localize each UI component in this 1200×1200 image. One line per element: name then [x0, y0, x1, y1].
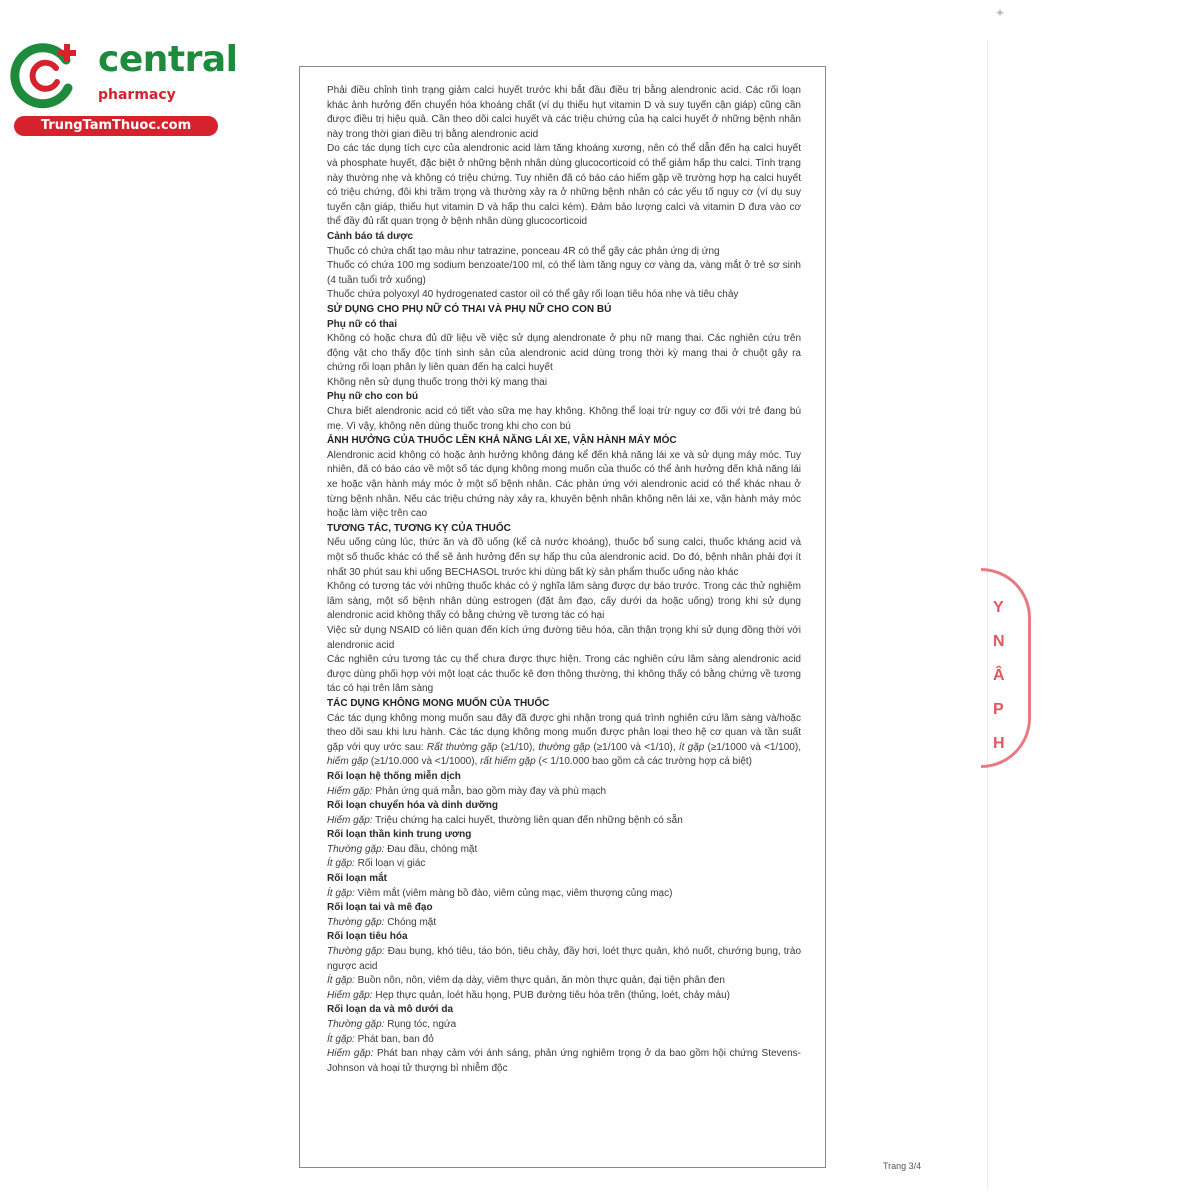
stamp-char: N	[993, 633, 1005, 650]
effect-text: Hẹp thực quản, loét hầu họng, PUB đường tiêu hóa trên (thủng, loét, chảy máu)	[372, 989, 730, 1001]
subheading: Rối loạn tai và mê đạo	[327, 902, 433, 914]
central-pharmacy-logo[interactable]	[10, 38, 238, 138]
paragraph: Không có hoặc chưa đủ dữ liệu về việc sử dụng alendronate ở phụ nữ mang thai. Các nghiên cứu trên động vật cho thấy độc tính sinh sản của alendronic acid dùng trong thời kỳ mang thai ở chuột gây ra chứng rối loạn phân ly liên quan đến hạ calci huyết	[327, 333, 801, 374]
paragraph: Việc sử dụng NSAID có liên quan đến kích ứng đường tiêu hóa, cần thận trọng khi sử dụng đồng thời với alendronic acid	[327, 624, 801, 651]
brand-site-link[interactable]: TrungTamThuoc.com	[14, 116, 218, 136]
adverse-effect-line	[327, 974, 801, 989]
corner-mark: ✦	[995, 6, 1006, 20]
adverse-effect-line	[327, 945, 801, 974]
adverse-effect-line	[327, 1047, 801, 1076]
frequency-term: ít gặp	[678, 741, 705, 753]
adverse-effect-line	[327, 1033, 801, 1048]
subheading: Cảnh báo tá dược	[327, 230, 414, 242]
effect-text: Phát ban, ban đỏ	[354, 1033, 434, 1045]
document-page	[299, 66, 826, 1168]
subheading: Rối loạn chuyển hóa và dinh dưỡng	[327, 800, 499, 812]
effect-text: Rối loạn vị giác	[354, 858, 426, 870]
effect-text: Đau bụng, khó tiêu, táo bón, tiêu chảy, đầy hơi, loét thực quản, khó nuốt, chướng bụng, trào ngược acid	[327, 946, 802, 972]
adverse-effect-line	[327, 887, 801, 902]
paragraph: Thuốc có chứa 100 mg sodium benzoate/100 ml, có thể làm tăng nguy cơ vàng da, vàng mắt ở trẻ sơ sinh (4 tuần tuổi trở xuống)	[327, 260, 801, 286]
subheading: Rối loạn da và mô dưới da	[327, 1004, 454, 1016]
stamp-char: Y	[993, 599, 1004, 616]
frequency-label: Thường gặp:	[327, 1019, 385, 1030]
adverse-effect-line	[327, 857, 801, 872]
effect-text: Phát ban nhạy cảm với ánh sáng, phản ứng nghiêm trọng ở da bao gồm hội chứng Stevens-Johnson và hoại tử thượng bì nhiễm độc	[327, 1048, 801, 1074]
frequency-label: Hiếm gặp:	[327, 1048, 374, 1060]
frequency-label: Ít gặp:	[327, 887, 355, 899]
paragraph: Phải điều chỉnh tình trạng giảm calci huyết trước khi bắt đầu điều trị bằng alendronic acid. Các rối loạn khác ảnh hưởng đến chuyển hóa khoáng chất (ví dụ thiếu hụt vitamin D và suy tuyến cận giáp) cũng cần được điều trị hiệu quả. Cần theo dõi calci huyết và các triệu chứng của hạ calci huyết ở những bệnh nhân này trong thời gian điều trị bằng alendronic acid	[327, 85, 801, 140]
section-heading: TƯƠNG TÁC, TƯƠNG KỴ CỦA THUỐC	[327, 522, 511, 534]
frequency-label: Thường gặp:	[327, 946, 385, 958]
paragraph: Thuốc có chứa chất tạo màu như tatrazine, ponceau 4R có thể gây các phản ứng dị ứng	[327, 245, 720, 257]
section-heading: TÁC DỤNG KHÔNG MONG MUỐN CỦA THUỐC	[327, 697, 550, 709]
effect-text: Đau đầu, chóng mặt	[384, 843, 478, 855]
effect-text: Chóng mặt	[384, 916, 437, 928]
frequency-label: Ít gặp:	[327, 1033, 355, 1045]
stamp-char: P	[993, 701, 1004, 718]
brand-name: central	[98, 39, 238, 80]
text-run: (≥1/100 và <1/10),	[590, 741, 679, 753]
section-heading: ẢNH HƯỞNG CỦA THUỐC LÊN KHẢ NĂNG LÁI XE, VẬN HÀNH MÁY MÓC	[327, 435, 677, 447]
frequency-label: Hiếm gặp:	[327, 989, 373, 1001]
subheading: Rối loạn tiêu hóa	[327, 931, 408, 943]
pharmacy-cross-icon	[10, 38, 82, 110]
adverse-effect-line	[327, 916, 801, 931]
adverse-effect-line	[327, 989, 801, 1004]
paragraph: Nếu uống cùng lúc, thức ăn và đồ uống (kể cả nước khoáng), thuốc bổ sung calci, thuốc kháng acid và một số thuốc khác có thể sẽ ảnh hưởng đến sự hấp thu của alendronic acid. Do đó, bệnh nhân phải đợi ít nhất 30 phút sau khi uống BECHASOL trước khi dùng bất kỳ sản phẩm thuốc uống nào khác	[327, 537, 801, 578]
document-text	[327, 84, 801, 1076]
frequency-label: Thường gặp:	[327, 843, 385, 855]
adverse-effect-line	[327, 1018, 801, 1033]
brand-subtitle: pharmacy	[98, 87, 176, 103]
subheading: Rối loạn thần kinh trung ương	[327, 829, 472, 841]
subheading: Rối loạn mắt	[327, 873, 388, 885]
frequency-label: Thường gặp:	[327, 916, 385, 928]
frequency-label: Ít gặp:	[327, 858, 355, 870]
paragraph: Các nghiên cứu tương tác cụ thể chưa được thực hiện. Trong các nghiên cứu lâm sàng alendronic acid được dùng phối hợp với một loạt các thuốc kê đơn thông thường, thì không thấy có bằng chứng về tương tác có hại trên lâm sàng	[327, 654, 801, 695]
paragraph: Không nên sử dụng thuốc trong thời kỳ mang thai	[327, 376, 548, 388]
text-run: (< 1/10.000 bao gồm cả các trường hợp cá biệt)	[535, 756, 753, 768]
text-run: (≥1/10),	[497, 741, 539, 753]
stamp-char: H	[993, 735, 1005, 752]
adverse-effect-line	[327, 785, 801, 800]
effect-text: Viêm mắt (viêm màng bồ đào, viêm củng mạc, viêm thượng củng mạc)	[354, 887, 673, 899]
frequency-term: hiếm gặp	[327, 756, 369, 768]
stamp-char: Â	[993, 667, 1005, 684]
section-heading: SỬ DỤNG CHO PHỤ NỮ CÓ THAI VÀ PHỤ NỮ CHO CON BÚ	[327, 303, 612, 315]
frequency-term: rất hiếm gặp	[480, 756, 536, 768]
effect-text: Triệu chứng hạ calci huyết, thường liên quan đến những bệnh có sẵn	[372, 814, 683, 826]
adverse-effect-line	[327, 843, 801, 858]
stamp-lettering	[993, 591, 1005, 761]
paragraph: Chưa biết alendronic acid có tiết vào sữa mẹ hay không. Không thể loại trừ nguy cơ đối với trẻ đang bú mẹ. Vì vậy, không nên dùng thuốc trong khi cho con bú	[327, 406, 801, 432]
paragraph: Thuốc chứa polyoxyl 40 hydrogenated castor oil có thể gây rối loạn tiêu hóa nhẹ và tiêu chảy	[327, 289, 739, 301]
frequency-label: Ít gặp:	[327, 975, 355, 987]
text-run: (≥1/1000 và <1/100),	[704, 741, 801, 753]
frequency-label: Hiếm gặp:	[327, 785, 373, 797]
paragraph: Không có tương tác với những thuốc khác có ý nghĩa lâm sàng được dự báo trước. Trong các thử nghiệm lâm sàng, một số bệnh nhân dùng estrogen (đặt âm đạo, cấy dưới da hoặc uống) trong khi sử dụng alendronic acid không thấy có bằng chứng về tương tác có hại	[327, 581, 801, 622]
red-seal-stamp	[981, 568, 1031, 768]
frequency-label: Hiếm gặp:	[327, 814, 373, 826]
effect-text: Buồn nôn, nôn, viêm dạ dày, viêm thực quản, ăn mòn thực quản, đại tiện phân đen	[354, 975, 725, 987]
paragraph: Do các tác dụng tích cực của alendronic acid làm tăng khoáng xương, nên có thể dẫn đến hạ calci huyết và phosphate huyết, đặc biệt ở những bệnh nhân dùng glucocorticoid có thể giảm hấp thu calci. Tình trạng này thường nhẹ và không có triệu chứng. Tuy nhiên đã có báo cáo hiếm gặp về trường hợp hạ calci huyết có triệu chứng, đôi khi trầm trọng và thường xảy ra ở những bệnh nhân có các yếu tố nguy cơ (ví dụ suy tuyến cận giáp, thiếu hụt vitamin D và hấp thu calci kém). Đảm bảo lượng calci và vitamin D đưa vào cơ thể đầy đủ rất quan trọng ở bệnh nhân dùng glucocorticoid	[327, 143, 801, 228]
frequency-convention-paragraph	[327, 712, 801, 770]
subheading: Phụ nữ cho con bú	[327, 391, 419, 403]
page-number: Trang 3/4	[883, 1161, 922, 1171]
subheading: Phụ nữ có thai	[327, 318, 398, 330]
frequency-term: thường gặp	[538, 741, 591, 753]
adverse-effect-line	[327, 814, 801, 829]
paragraph: Alendronic acid không có hoặc ảnh hưởng không đáng kể đến khả năng lái xe và sử dụng máy móc. Tuy nhiên, đã có báo cáo về một số tác dụng không mong muốn của thuốc có thể ảnh hưởng đến khả năng lái xe hoặc vận hành máy móc ở một số bệnh nhân. Các phản ứng với alendronic acid có thể khác nhau ở từng bệnh nhân. Nếu các triệu chứng này xảy ra, khuyên bệnh nhân không nên lái xe, vận hành máy móc hoặc làm việc trên cao	[327, 449, 801, 520]
subheading: Rối loạn hệ thống miễn dịch	[327, 770, 461, 782]
effect-text: Rụng tóc, ngứa	[384, 1019, 457, 1030]
frequency-term: Rất thường gặp	[426, 741, 498, 753]
text-run: Các tác dụng không mong muốn sau đây đã được ghi nhận trong quá trình nghiên cứu lâm sàng và/hoặc theo dõi sau khi lưu hành. Các tác dụng không mong muốn được phân loại theo hệ cơ quan và tần suất gặp với quy ước sau:	[327, 712, 801, 753]
text-run: (≥1/10.000 và <1/1000),	[368, 756, 481, 768]
effect-text: Phản ứng quá mẫn, bao gồm mày đay và phù mạch	[372, 785, 607, 797]
